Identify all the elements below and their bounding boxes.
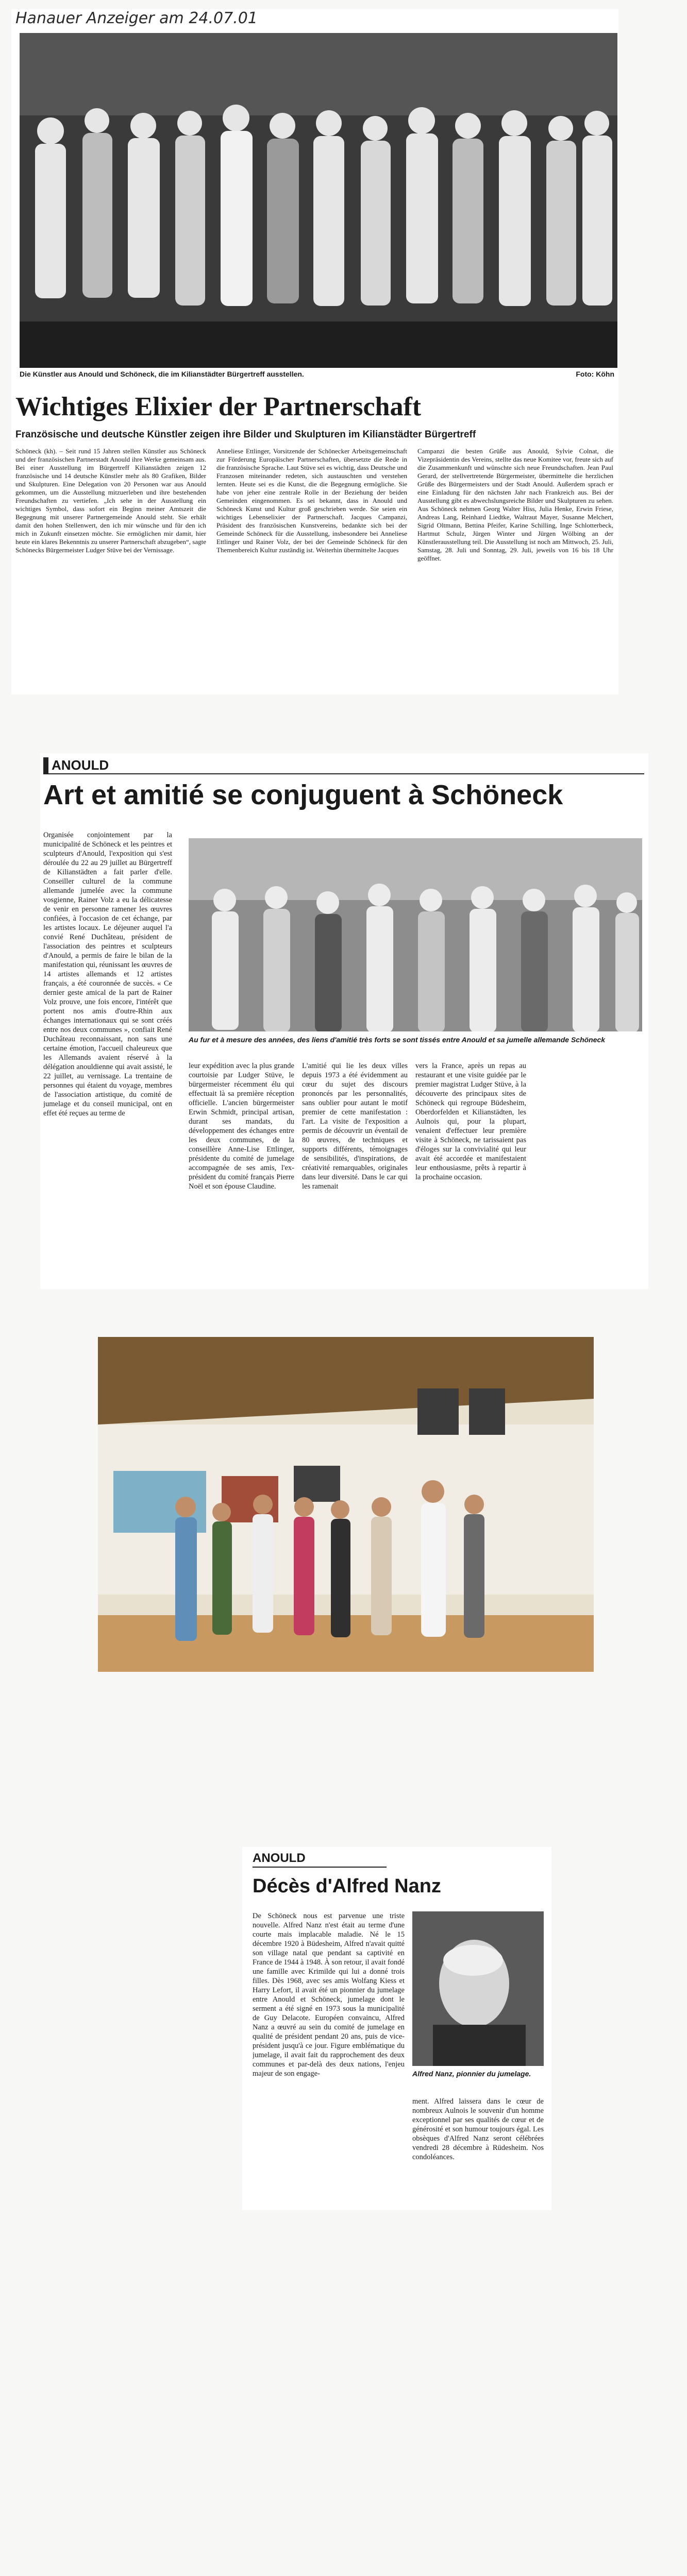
gallery-photo [98, 1337, 594, 1672]
article-column-2: ment. Alfred laissera dans le cœur de nombreux Aulnois le souvenir d'un homme exceptionnel par ses qualités de cœur et de générosité et son humour toujours égal. Les obsèques d'Alfred Nanz seront célébrées vendredi 28 décembre à Rüdesheim. Nos condoléances. [412, 2097, 544, 2161]
clipping-4 [242, 1847, 551, 2210]
kicker: ANOULD [253, 1851, 387, 1868]
article-column-2: Anneliese Ettlinger, Vorsitzende der Schönecker Arbeitsgemeinschaft zur Förderung Europäischer Partnerschaften, übersetzte die Rede in die französische Sprache. Laut Stüve sei es wichtig, dass Deutsche und Franzosen miteinander redeten, sich austauschten und verstehen lernten. Heute sei es die Kunst, die die Begegnung ermögliche. Sie habe von jeher eine zentrale Rolle in der Beziehung der beiden Gemeinden eingenommen. Es sei bekannt, dass in Anould und Schöneck Kunst und Kultur groß geschrieben werde. Sie seien ein wichtiges Lebenselixier der Partnerschaft. Jacques Campanzi, Präsident des französischen Kunstvereins, bedankte sich bei der Gemeinde Schöneck für die Ausstellung, insbesondere bei Anneliese Ettlinger und Rainer Volz, der bei der Gemeinde Schöneck für den Themenbereich Kultur zuständig ist. Weiterhin übermittelte Jacques [216, 447, 407, 554]
article-column-3: Campanzi die besten Grüße aus Anould, Sylvie Colnat, die Vizepräsidentin des Vereins, stellte das neue Komitee vor, freute sich auf die Zusammenkunft und wünschte sich neue Freundschaften. Jean Paul Gerard, der stellvertretende Bürgermeister, übermittelte die herzlichen Grüße des Bürgermeisters und der Stadt Anould. Außerdem sprach er eine Einladung für den nächsten Jahr nach Frankreich aus. Bei der Ausstellung gibt es abwechslungsreiche Bilder und Skulpturen zu sehen. Aus Schöneck nehmen Georg Walter Hiss, Julia Henke, Erwin Friese, Andreas Lang, Reinhard Liedtke, Waltraut Mayer, Susanne Melchert, Sigrid Oltmann, Bettina Pfeifer, Karine Schilling, Inge Schlotterbeck, Hartmut Schulz, Jürgen Winter und Jürgen Wölbing an der Künstlerausstellung teil. Die Ausstellung ist noch am Mittwoch, 25. Juli, Samstag, 28. Juli und Sonntag, 29. Juli, jeweils von 16 bis 18 Uhr geöffnet. [417, 447, 613, 562]
portrait-photo [412, 1911, 544, 2066]
kicker-label: ANOULD [52, 757, 109, 773]
article-column-1: De Schöneck nous est parvenue une triste nouvelle. Alfred Nanz n'est était au terme d'une courte mais implacable maladie. Né le 15 décembre 1920 à Büdesheim, Alfred n'avait quitté son village natal que pendant sa captivité en France de 1944 à 1948. À son retour, il avait fondé une famille avec Krimilde qui lui a donné trois filles. Dès 1968, avec ses amis Wolfang Kiess et Harry Lefort, il avait été un pionnier du jumelage entre Anould et Schöneck, jumelage dont le serment a été signé en 1973 sous la municipalité de Guy Delacote. Européen convaincu, Alfred Nanz a œuvré au sein du comité de jumelage en qualité de président pendant 20 ans, puis de vice-président jusqu'à ce jour. Figure emblématique du jumelage, il avait fait du rapprochement des deux communes et par-delà des deux nations, l'enjeu majeur de son engage- [253, 1912, 405, 2078]
photo-caption: Alfred Nanz, pionnier du jumelage. [412, 2070, 531, 2078]
kicker [43, 757, 644, 774]
subheadline: Französische und deutsche Künstler zeigen ihre Bilder und Skulpturen im Kilianstädter Bürgertreff [15, 429, 476, 440]
article-column-1: Organisée conjointement par la municipalité de Schöneck et les peintres et sculpteurs d'Anould, l'exposition qui s'est déroulée du 22 au 29 juillet au Bürgertreff de Kilianstädten a fait parler d'elle. Conseiller culturel de la commune allemande jumelée avec la commune vosgienne, Rainer Volz a eu la délicatesse de venir en personne ramener les œuvres confiées, à l'occasion de cet échange, par les artistes locaux. Le déjeuner auquel l'a convié René Duchâteau, président de l'association des peintres et sculpteurs d'Anould, a permis de faire le bilan de la manifestation qui, réunissant les œuvres de 14 artistes allemands et 12 artistes français, a été couronnée de succès. « Ce dernier geste amical de la part de Rainer Volz prouve, une fois encore, l'intérêt que portent nos amis d'outre-Rhin aux échanges internationaux qui se sont créés entre nos deux communes », confiait René Duchâteau reconnaissant, non sans une certaine émotion, l'accueil chaleureux que les Allemands avaient réservé à la délégation anouldienne qui avait assisté, le 22 juillet, au vernissage. La trentaine de personnes qui étaient du voyage, membres de l'association artistique, du comité de jumelage et du conseil municipal, ont en effet été reçues au terme de [43, 831, 172, 1117]
article-column-1: Schöneck (kh). – Seit rund 15 Jahren stellen Künstler aus Schöneck und der französischen Partnerstadt Anould ihre Werke gemeinsam aus. Bei einer Ausstellung im Bürgertreff Kilianstädten zeigen 12 französische und 14 deutsche Künstler mehr als 80 Grafiken, Bilder und Skulpturen. Eine Delegation von 20 Personen war aus Anould gekommen, um die Ausstellung mitzuerleben und ihre bestehenden Freundschaften zu vertiefen. „Ich sehe in der Ausstellung ein wichtiges Symbol, dass sofort ein Beginn meiner Amtszeit die Begegnung mit unserer Partnergemeinde Anould steht. Sie erhält damit den hohen Stellenwert, den ich mir wünsche und für den ich mich in Zukunft einsetzen möchte. Sie ermöglichen mir damit, hier heute ein klares Bekenntnis zu unserer Partnerschaft abzugeben“, sagte Schönecks Bürgermeister Ludger Stüve bei der Vernissage. [15, 447, 206, 554]
group-photo-artists [20, 33, 617, 368]
clipping-1 [11, 9, 618, 694]
headline: Décès d'Alfred Nanz [253, 1875, 441, 1897]
headline: Art et amitié se conjuguent à Schöneck [43, 779, 563, 810]
photo-caption: Au fur et à mesure des années, des liens d'amitié très forts se sont tissés entre Anould et sa jumelle allemande Schöneck [189, 1036, 606, 1044]
article-column-2: leur expédition avec la plus grande courtoisie par Ludger Stüve, le bürgermeister récemment élu qui effectuait là sa première réception officielle. L'ancien bürgermeister Erwin Schmidt, principal artisan, durant ses mandats, du développement des échanges entre les deux communes, de la conseillère Anne-Lise Ettlinger, présidente du comité de jumelage accompagnée de ses amis, l'ex-président du comité français Pierre Noël et son épouse Claudine. [189, 1062, 294, 1191]
article-column-4: vers la France, après un repas au restaurant et une visite guidée par le premier magistrat Ludger Stüve, à la découverte des principaux sites de Schöneck qui regroupe Büdesheim, Oberdorfelden et Kilianstädten, les Aulnois qui, pour la plupart, venaient d'effectuer leur première visite à Schöneck, ne tarissaient pas d'éloges sur la convivialité qui leur avait été accordée et manifestaient leur enthousiasme, prêts à repartir à la prochaine occasion. [415, 1062, 526, 1181]
clipping-2 [40, 753, 648, 1289]
group-photo-meeting [189, 838, 642, 1031]
headline: Wichtiges Elixier der Partnerschaft [15, 392, 422, 421]
photo-caption: Die Künstler aus Anould und Schöneck, die im Kilianstädter Bürgertreff ausstellen. [20, 370, 304, 378]
photo-credit: Foto: Köhn [576, 370, 614, 378]
handwritten-note: Hanauer Anzeiger am 24.07.01 [15, 9, 258, 27]
article-column-3: L'amitié qui lie les deux villes depuis 1973 a été évidemment au cœur du sujet des discours prononcés par les personnalités, sans oublier pour autant le motif premier de cette manifestation : l'art. La visite de l'exposition a permis de découvrir un éventail de 80 œuvres, de techniques et supports différents, témoignages de sensibilités, d'inspirations, de créativité remarquables, originales dans leur diversité. Dans le car qui les ramenait [302, 1062, 408, 1191]
